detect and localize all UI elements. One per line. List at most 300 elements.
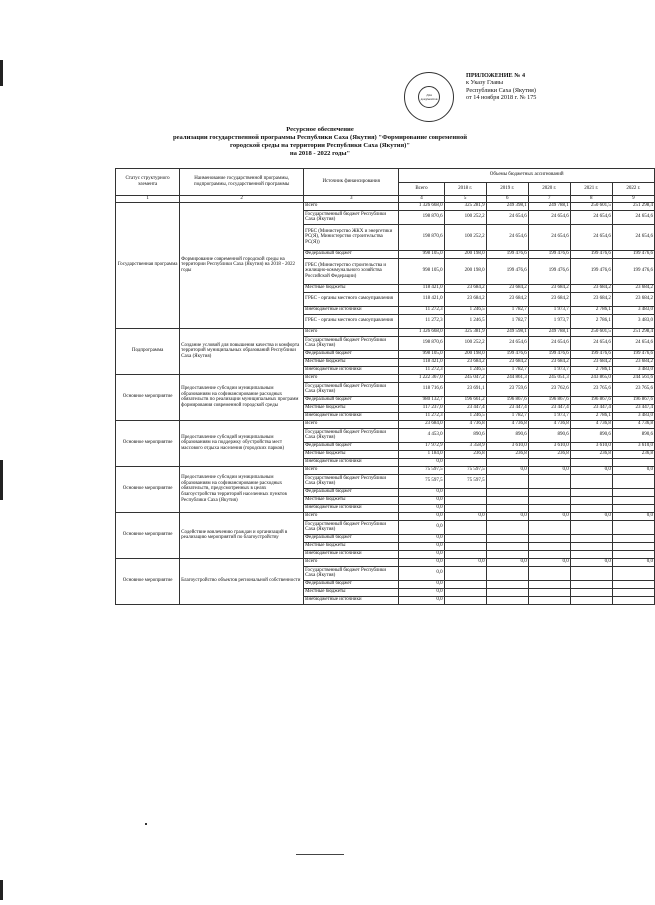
row-value: 23 684,2 xyxy=(612,358,654,366)
row-value: 100 252,2 xyxy=(444,210,486,224)
row-value: 1 782,7 xyxy=(486,412,528,420)
appendix-line-2: Республики Саха (Якутия) xyxy=(466,86,536,94)
row-value: 200 198,0 xyxy=(444,250,486,258)
row-source: Всего xyxy=(304,328,399,336)
row-value: 4 736,8 xyxy=(570,420,612,428)
row-value xyxy=(612,496,654,504)
row-source: Государственный бюджет Республики Саха (Якутия) xyxy=(304,566,399,580)
row-value xyxy=(528,566,570,580)
row-value: 0,0 xyxy=(399,596,444,604)
row-value: 100 252,2 xyxy=(444,336,486,350)
row-source: Внебюджетные источники xyxy=(304,306,399,314)
scan-edge-mark xyxy=(0,60,3,86)
row-value: 23 684,2 xyxy=(528,358,570,366)
row-value: 0,0 xyxy=(612,558,654,566)
row-value: 23 684,2 xyxy=(528,284,570,292)
row-source: ГРБС (Министерство строительства и жилищно-коммунального хозяйства Российской Федерации) xyxy=(304,258,399,284)
row-status: Основное мероприятие xyxy=(116,466,180,512)
row-value: 0,0 xyxy=(399,566,444,580)
row-value: 24 654,6 xyxy=(612,210,654,224)
row-value: 3 483,0 xyxy=(612,412,654,420)
row-value: 2 786,1 xyxy=(570,366,612,374)
row-source: Местные бюджеты xyxy=(304,496,399,504)
row-source: Всего xyxy=(304,512,399,520)
row-source: Федеральный бюджет xyxy=(304,580,399,588)
row-value xyxy=(612,520,654,534)
row-source: Государственный бюджет Республики Саха (Якутия) xyxy=(304,382,399,396)
row-value: 117 237,0 xyxy=(399,404,444,412)
appendix-title: ПРИЛОЖЕНИЕ № 4 xyxy=(466,72,526,79)
row-source: Местные бюджеты xyxy=(304,542,399,550)
row-source: Федеральный бюджет xyxy=(304,534,399,542)
row-value: 24 654,6 xyxy=(570,336,612,350)
column-number: 3 xyxy=(304,196,399,203)
row-value: 1 973,7 xyxy=(528,306,570,314)
row-value xyxy=(444,566,486,580)
row-program-name: Формирование современной городской среды на территории Республики Саха (Якутия) на 2018 - 2022 годы xyxy=(180,202,304,328)
row-value xyxy=(528,580,570,588)
column-number: 1 xyxy=(116,196,180,203)
row-value: 243 865,0 xyxy=(570,374,612,382)
row-value: 4 453,0 xyxy=(399,428,444,442)
row-status: Основное мероприятие xyxy=(116,512,180,558)
appendix-line-3: от 14 ноября 2018 г. № 175 xyxy=(466,94,537,102)
row-value xyxy=(612,458,654,466)
row-program-name: Предоставление субсидии муниципальным образованиям на софинансирование расходных обязательств, предусмотренных в целях благоустройства территорий населенных пунктов Республики Саха (Якутия) xyxy=(180,466,304,512)
row-value: 2 786,1 xyxy=(570,412,612,420)
row-value: 23 447,4 xyxy=(486,404,528,412)
row-value: 23 684,0 xyxy=(399,420,444,428)
row-value: 0,0 xyxy=(399,550,444,558)
table-row xyxy=(116,558,655,566)
row-source: Внебюджетные источники xyxy=(304,366,399,374)
header-source: Источник финансирования xyxy=(304,169,399,196)
row-value: 23 765,6 xyxy=(612,382,654,396)
row-value: 236,8 xyxy=(612,450,654,458)
row-value xyxy=(612,542,654,550)
row-value: 196 867,6 xyxy=(486,396,528,404)
row-value: 1 973,7 xyxy=(528,314,570,328)
row-value: 244 861,3 xyxy=(486,374,528,382)
row-source: Местные бюджеты xyxy=(304,450,399,458)
row-value xyxy=(486,566,528,580)
row-value: 0,0 xyxy=(570,512,612,520)
row-value xyxy=(570,504,612,512)
row-value: 998 105,0 xyxy=(399,250,444,258)
row-value: 23 759,6 xyxy=(486,382,528,396)
row-value: 251 298,4 xyxy=(612,202,654,210)
row-value xyxy=(486,580,528,588)
row-value: 200 198,0 xyxy=(444,350,486,358)
row-source: Всего xyxy=(304,558,399,566)
row-status: Государственная программа xyxy=(116,202,180,328)
row-value xyxy=(570,542,612,550)
row-value: 199 476,6 xyxy=(528,250,570,258)
row-value xyxy=(528,458,570,466)
row-value: 236,8 xyxy=(444,450,486,458)
row-source: Федеральный бюджет xyxy=(304,250,399,258)
appendix-header xyxy=(466,72,636,102)
row-value: 4 736,8 xyxy=(486,420,528,428)
row-value xyxy=(528,496,570,504)
row-value xyxy=(570,520,612,534)
row-value: 998 105,0 xyxy=(399,258,444,284)
row-value: 249 788,1 xyxy=(528,328,570,336)
row-value xyxy=(570,488,612,496)
separator-line xyxy=(296,854,344,855)
row-value: 199 476,6 xyxy=(570,350,612,358)
row-value xyxy=(444,580,486,588)
row-value: 0,0 xyxy=(528,558,570,566)
row-source: Государственный бюджет Республики Саха (Якутия) xyxy=(304,428,399,442)
header-status: Статус структурного элемента xyxy=(116,169,180,196)
header-year: Всего xyxy=(399,182,444,196)
row-status: Основное мероприятие xyxy=(116,374,180,420)
row-value xyxy=(612,550,654,558)
row-value: 4 736,8 xyxy=(528,420,570,428)
row-value: 24 654,6 xyxy=(612,224,654,250)
row-value xyxy=(612,580,654,588)
row-value: 198 870,6 xyxy=(399,210,444,224)
row-value: 23 447,4 xyxy=(570,404,612,412)
row-value xyxy=(486,474,528,488)
row-value: 23 684,2 xyxy=(570,284,612,292)
row-source: ГРБС (Министерство ЖКХ и энергетики РС(Я), Министерство строительства РС(Я)) xyxy=(304,224,399,250)
row-value: 24 654,6 xyxy=(486,336,528,350)
row-value: 23 684,2 xyxy=(486,284,528,292)
row-value xyxy=(528,534,570,542)
appendix-line-1: к Указу Главы xyxy=(466,79,504,87)
row-source: Внебюджетные источники xyxy=(304,458,399,466)
row-value: 0,0 xyxy=(399,496,444,504)
row-value: 0,0 xyxy=(570,558,612,566)
row-value xyxy=(486,588,528,596)
row-source: Местные бюджеты xyxy=(304,358,399,366)
row-value: 118 421,0 xyxy=(399,284,444,292)
row-value: 4 736,8 xyxy=(444,420,486,428)
row-value: 23 684,2 xyxy=(444,358,486,366)
row-value xyxy=(486,596,528,604)
row-value: 199 476,6 xyxy=(612,250,654,258)
row-value xyxy=(570,474,612,488)
row-value: 3 483,0 xyxy=(612,314,654,328)
row-value: 249 788,1 xyxy=(528,202,570,210)
row-source: ГРБС - органы местного самоуправления xyxy=(304,292,399,306)
row-value xyxy=(444,550,486,558)
row-source: Всего xyxy=(304,466,399,474)
resource-table xyxy=(115,168,655,605)
row-source: Государственный бюджет Республики Саха (Якутия) xyxy=(304,336,399,350)
row-value: 0,0 xyxy=(399,580,444,588)
row-value: 23 762,6 xyxy=(528,382,570,396)
row-program-name: Содействие вовлечению граждан и организаций в реализацию мероприятий по благоустройству xyxy=(180,512,304,558)
row-value: 198 870,6 xyxy=(399,336,444,350)
row-value: 118 716,6 xyxy=(399,382,444,396)
scan-edge-mark xyxy=(0,460,3,500)
row-value: 890,6 xyxy=(570,428,612,442)
row-source: Государственный бюджет Республики Саха (Якутия) xyxy=(304,474,399,488)
official-seal xyxy=(404,72,454,122)
row-source: Всего xyxy=(304,374,399,382)
row-value: 890,6 xyxy=(612,428,654,442)
row-status: Основное мероприятие xyxy=(116,558,180,604)
row-value xyxy=(528,542,570,550)
row-value: 118 421,0 xyxy=(399,292,444,306)
row-source: Внебюджетные источники xyxy=(304,504,399,512)
row-value: 196 867,6 xyxy=(570,396,612,404)
header-volumes: Объемы бюджетных ассигнований xyxy=(399,169,655,183)
row-value: 1 246,5 xyxy=(444,306,486,314)
column-number: 2 xyxy=(180,196,304,203)
row-value xyxy=(528,488,570,496)
row-value: 24 654,6 xyxy=(486,210,528,224)
table-row xyxy=(116,328,655,336)
header-year: 2019 г. xyxy=(486,182,528,196)
row-program-name: Предоставление субсидии муниципальным образованиям на софинансирование расходных обязательств по реализации муниципальных программ формирования современной городской среды xyxy=(180,374,304,420)
row-value: 199 476,6 xyxy=(486,350,528,358)
row-value: 24 654,6 xyxy=(528,210,570,224)
row-source: ГРБС - органы местного самоуправления xyxy=(304,314,399,328)
row-value: 890,6 xyxy=(444,428,486,442)
row-value: 199 476,6 xyxy=(486,258,528,284)
row-value: 23 684,2 xyxy=(570,358,612,366)
row-value: 24 654,6 xyxy=(570,224,612,250)
row-value xyxy=(444,588,486,596)
row-value: 199 476,6 xyxy=(570,258,612,284)
row-value: 199 476,6 xyxy=(570,250,612,258)
header-row-colnums xyxy=(116,196,655,203)
row-value: 17 972,9 xyxy=(399,442,444,450)
row-value: 1 973,7 xyxy=(528,366,570,374)
row-value xyxy=(528,520,570,534)
header-year: 2021 г. xyxy=(570,182,612,196)
row-value: 1 184,0 xyxy=(399,450,444,458)
column-number: 8 xyxy=(570,196,612,203)
row-value: 0,0 xyxy=(399,558,444,566)
row-value xyxy=(528,504,570,512)
row-value: 23 684,2 xyxy=(570,292,612,306)
table-row xyxy=(116,202,655,210)
row-value: 251 298,4 xyxy=(612,328,654,336)
row-value: 23 684,2 xyxy=(444,292,486,306)
table-body xyxy=(116,202,655,604)
row-source: Федеральный бюджет xyxy=(304,442,399,450)
row-value: 1 222 367,0 xyxy=(399,374,444,382)
row-value: 0,0 xyxy=(444,512,486,520)
row-value: 24 654,6 xyxy=(612,336,654,350)
row-value: 23 765,6 xyxy=(570,382,612,396)
row-value: 236,8 xyxy=(528,450,570,458)
row-value: 11 272,3 xyxy=(399,412,444,420)
row-value xyxy=(486,534,528,542)
column-number: 5 xyxy=(444,196,486,203)
row-value: 998 105,0 xyxy=(399,350,444,358)
row-value: 196 661,2 xyxy=(444,396,486,404)
row-value: 23 684,2 xyxy=(612,292,654,306)
row-value: 11 272,3 xyxy=(399,366,444,374)
header-year: 2018 г. xyxy=(444,182,486,196)
row-value: 199 476,6 xyxy=(612,350,654,358)
row-source: Всего xyxy=(304,202,399,210)
row-value: 199 476,6 xyxy=(528,258,570,284)
row-source: Всего xyxy=(304,420,399,428)
row-value: 24 654,6 xyxy=(486,224,528,250)
row-program-name: Создание условий для повышения качества и комфорта территорий муниципальных образований Республики Саха (Якутия) xyxy=(180,328,304,374)
header-name: Наименование государственной программы, подпрограммы, государственной программы xyxy=(180,169,304,196)
row-source: Государственный бюджет Республики Саха (Якутия) xyxy=(304,210,399,224)
row-value xyxy=(528,474,570,488)
row-value xyxy=(570,566,612,580)
row-value: 199 476,6 xyxy=(486,250,528,258)
row-value xyxy=(612,566,654,580)
row-value: 0,0 xyxy=(528,512,570,520)
row-value xyxy=(612,488,654,496)
title-line-3: городской среды на территории Республики Саха (Якутия)" xyxy=(230,142,410,149)
row-value xyxy=(612,596,654,604)
row-value: 890,6 xyxy=(486,428,528,442)
row-value: 1 782,7 xyxy=(486,306,528,314)
row-value: 23 684,2 xyxy=(612,284,654,292)
row-value: 0,0 xyxy=(528,466,570,474)
header-row-1 xyxy=(116,169,655,183)
row-value: 0,0 xyxy=(399,542,444,550)
row-value xyxy=(444,542,486,550)
row-value: 3 610,0 xyxy=(612,442,654,450)
title-line-1: Ресурсное обеспечение xyxy=(286,126,354,133)
row-value: 0,0 xyxy=(399,504,444,512)
row-value xyxy=(612,504,654,512)
table-row xyxy=(116,374,655,382)
row-value: 0,0 xyxy=(486,512,528,520)
row-value: 3 610,0 xyxy=(528,442,570,450)
row-value: 198 870,6 xyxy=(399,224,444,250)
row-value: 0,0 xyxy=(399,534,444,542)
row-value: 118 421,0 xyxy=(399,358,444,366)
row-value xyxy=(444,496,486,504)
row-value: 1 326 668,0 xyxy=(399,328,444,336)
row-value: 2 786,1 xyxy=(570,306,612,314)
row-value: 23 684,2 xyxy=(486,358,528,366)
row-value xyxy=(570,496,612,504)
row-value: 23 447,4 xyxy=(444,404,486,412)
table-row xyxy=(116,420,655,428)
row-value: 196 867,6 xyxy=(612,396,654,404)
row-value xyxy=(570,550,612,558)
document-title xyxy=(150,126,490,158)
row-value: 0,0 xyxy=(399,512,444,520)
table-row xyxy=(116,466,655,474)
row-value xyxy=(570,588,612,596)
row-value: 0,0 xyxy=(399,458,444,466)
row-value: 1 782,7 xyxy=(486,366,528,374)
scan-speck xyxy=(145,823,147,825)
row-value: 200 198,0 xyxy=(444,258,486,284)
row-source: Местные бюджеты xyxy=(304,284,399,292)
row-value: 1 246,5 xyxy=(444,412,486,420)
row-program-name: Благоустройство объектов региональной собственности xyxy=(180,558,304,604)
row-value xyxy=(570,458,612,466)
row-value: 23 684,2 xyxy=(528,292,570,306)
row-value xyxy=(486,496,528,504)
row-value: 23 684,2 xyxy=(486,292,528,306)
row-value: 3 483,0 xyxy=(612,366,654,374)
row-value: 23 684,2 xyxy=(444,284,486,292)
scan-edge-mark xyxy=(0,880,3,900)
row-value xyxy=(486,458,528,466)
row-value: 0,0 xyxy=(486,558,528,566)
row-value: 199 476,6 xyxy=(612,258,654,284)
row-source: Внебюджетные источники xyxy=(304,550,399,558)
row-value xyxy=(528,550,570,558)
column-number: 9 xyxy=(612,196,654,203)
row-status: Подпрограмма xyxy=(116,328,180,374)
row-value xyxy=(570,596,612,604)
row-value: 245 051,3 xyxy=(528,374,570,382)
row-value: 75 597,5 xyxy=(399,474,444,488)
row-value xyxy=(570,580,612,588)
row-value: 11 272,3 xyxy=(399,314,444,328)
row-value: 1 782,7 xyxy=(486,314,528,328)
row-value: 11 272,3 xyxy=(399,306,444,314)
row-value: 100 252,2 xyxy=(444,224,486,250)
row-value: 1 326 668,0 xyxy=(399,202,444,210)
row-value: 236,8 xyxy=(570,450,612,458)
row-value: 0,0 xyxy=(612,466,654,474)
row-value: 0,0 xyxy=(486,466,528,474)
column-number: 6 xyxy=(486,196,528,203)
row-value: 0,0 xyxy=(399,520,444,534)
row-value xyxy=(444,520,486,534)
row-value: 244 561,6 xyxy=(612,374,654,382)
row-value: 24 654,6 xyxy=(528,224,570,250)
row-value: 1 973,7 xyxy=(528,412,570,420)
row-source: Федеральный бюджет xyxy=(304,350,399,358)
row-value: 325 281,9 xyxy=(444,202,486,210)
row-value: 75 597,5 xyxy=(444,466,486,474)
row-value xyxy=(444,534,486,542)
row-value: 0,0 xyxy=(612,512,654,520)
row-value: 250 601,5 xyxy=(570,202,612,210)
row-value xyxy=(612,474,654,488)
row-source: Местные бюджеты xyxy=(304,588,399,596)
row-value xyxy=(486,488,528,496)
row-value xyxy=(444,504,486,512)
row-value xyxy=(486,504,528,512)
row-value: 0,0 xyxy=(399,488,444,496)
row-value: 250 601,5 xyxy=(570,328,612,336)
row-value xyxy=(444,458,486,466)
row-value: 980 132,7 xyxy=(399,396,444,404)
row-value xyxy=(486,542,528,550)
row-source: Государственный бюджет Республики Саха (Якутия) xyxy=(304,520,399,534)
row-value: 75 597,5 xyxy=(399,466,444,474)
row-value: 325 381,9 xyxy=(444,328,486,336)
row-value xyxy=(528,596,570,604)
row-status: Основное мероприятие xyxy=(116,420,180,466)
row-value: 249 598,1 xyxy=(486,328,528,336)
row-value: 245 047,2 xyxy=(444,374,486,382)
row-source: Местные бюджеты xyxy=(304,404,399,412)
row-value: 23 447,4 xyxy=(528,404,570,412)
row-value xyxy=(570,534,612,542)
row-value xyxy=(486,520,528,534)
row-value: 24 654,6 xyxy=(528,336,570,350)
row-value xyxy=(444,596,486,604)
header-year: 2022 г. xyxy=(612,182,654,196)
row-value: 0,0 xyxy=(399,588,444,596)
header-year: 2020 г. xyxy=(528,182,570,196)
row-source: Федеральный бюджет xyxy=(304,488,399,496)
